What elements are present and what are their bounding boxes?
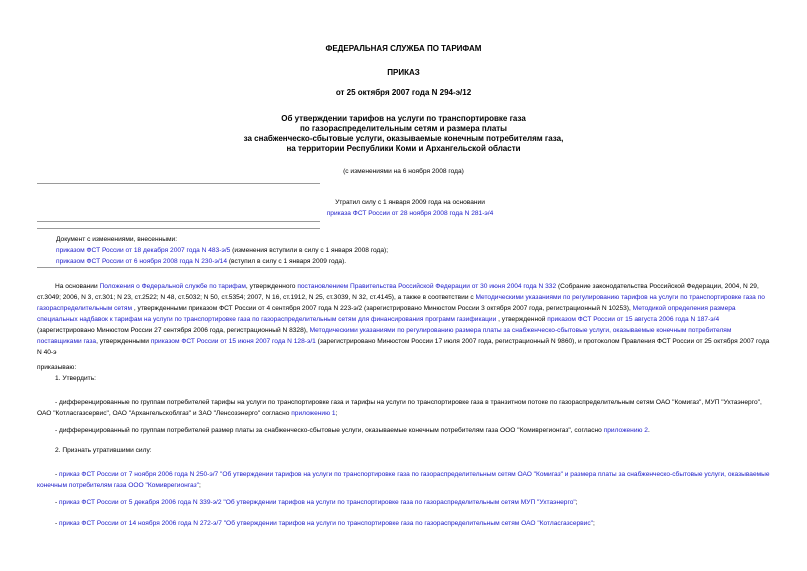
divider bbox=[37, 221, 320, 222]
repealed-item bbox=[37, 518, 770, 529]
preamble-text: , утвержденного bbox=[245, 283, 298, 290]
item-1-heading: 1. Утвердить: bbox=[55, 375, 96, 382]
lost-force-note bbox=[250, 197, 570, 219]
methodology-link[interactable]: Методикой определения размера специальных надбавок к тарифам на услуги по транспортировке газа по газораспределительным сетям для финансирования программ газификации bbox=[37, 305, 736, 323]
repealed-item bbox=[37, 469, 770, 491]
item-end: ; bbox=[592, 520, 595, 527]
methodical-guidelines-link[interactable]: Методическими указаниями по регулированию тарифов на услуги по транспортировке газа по газораспределительным сетям bbox=[37, 294, 765, 312]
amendment-text: (вступил в силу с 1 января 2009 года). bbox=[226, 258, 347, 265]
document-title bbox=[0, 114, 807, 154]
amendment-item bbox=[56, 245, 556, 256]
item-text: - дифференцированные по группам потребителей тарифы на услуги по транспортировке газа и тарифы на услуги по транспортировке газа в транзитном потоке по газораспределительным сетям ОАО "Комигаз", МУП "Ухтаэнерго", ОАО "Котласгазсервис", ОАО "Архангельскоблгаз" и ЗАО "Ленсозэнерго" согласно bbox=[37, 399, 762, 417]
preamble-text: , утвержденной bbox=[496, 316, 548, 323]
guidelines-fee-link[interactable]: Методическими указаниями по регулированию размера платы за снабженческо-сбытовые услуги, оказываемые конечным потребителям поставщиками газа bbox=[37, 327, 732, 345]
appendix-1-link[interactable]: приложению 1 bbox=[291, 410, 336, 417]
fts-order-link[interactable]: приказом ФСТ России от 15 августа 2006 года N 187-э/4 bbox=[547, 316, 720, 323]
preamble-text: (зарегистрировано Минюстом России 27 сентября 2006 года, регистрационный N 8328), bbox=[37, 327, 310, 334]
item-1a bbox=[37, 397, 770, 419]
government-decree-link[interactable]: постановлением Правительства Российской Федерации от 30 июня 2004 года N 332 bbox=[297, 283, 557, 290]
preamble-text: (зарегистрировано Минюстом России 17 июля 2007 года, регистрационный N 9860), и протоколом Правления ФСТ России от 25 октября 2007 года N 40-э bbox=[37, 338, 770, 356]
document-type: ПРИКАЗ bbox=[387, 68, 420, 77]
document-date-number: от 25 октября 2007 года N 294-э/12 bbox=[335, 88, 472, 97]
item-end: ; bbox=[199, 482, 201, 489]
appendix-2-link[interactable]: приложению 2 bbox=[603, 427, 648, 434]
repealed-order-link[interactable]: приказ ФСТ России от 5 декабря 2006 года N 339-э/2 "Об утверждении тарифов на услуги по транспортировке газа по газораспределительным сетям МУП "Ухтаэнерго" bbox=[59, 499, 576, 506]
divider bbox=[37, 267, 320, 268]
item-end: ; bbox=[335, 410, 338, 417]
amended-note: (с изменениями на 6 ноября 2008 года) bbox=[343, 168, 464, 175]
preamble-text: , утвержденными приказом ФСТ России от 4 сентября 2007 года N 223-э/2 (зарегистрировано Минюстом России 3 октября 2007 года, регистрационный N 10253), bbox=[131, 305, 633, 312]
amendments-heading: Документ с изменениями, внесенными: bbox=[56, 236, 178, 243]
repealed-order-link[interactable]: приказ ФСТ России от 7 ноября 2006 года N 250-э/7 "Об утверждении тарифов на услуги по транспортировке газа по газораспределительным сетям ОАО "Комигаз" и размера платы за снабженческо-сбытовые услуги, оказываемые конечным потребителям газа ООО "Комиврегионгаз" bbox=[37, 471, 770, 489]
preamble-paragraph bbox=[37, 281, 770, 358]
amendment-text: (изменения вступили в силу с 1 января 2008 года); bbox=[230, 247, 389, 254]
repealed-item bbox=[37, 497, 770, 508]
lost-force-text: Утратил силу с 1 января 2009 года на основании bbox=[335, 199, 485, 206]
dash: - bbox=[55, 520, 60, 527]
item-text: - дифференцированный по группам потребителей размер платы за снабженческо-сбытовые услуги, оказываемые конечным потребителям газа ООО "Комиврегионгаз", согласно bbox=[55, 427, 604, 434]
preamble-text: (Собрание законодательства Российской Федерации, 2004, N 29, ст.3049; 2006, N 3, ст.301; N 23, ст.2522; N 48, ст.5032; N 50, ст.5354; 2007, N 16, ст.1912, N 25, ст.3039, N 32, ст.4145), а также в соответствии с bbox=[37, 283, 759, 301]
amendment-link[interactable]: приказом ФСТ России от 18 декабря 2007 года N 483-э/5 bbox=[56, 247, 231, 254]
item-end: ; bbox=[575, 499, 578, 506]
amendments-block bbox=[56, 234, 556, 267]
order-verb: приказываю: bbox=[37, 364, 77, 371]
preamble-text: , утвержденными bbox=[96, 338, 151, 345]
repealed-order-link[interactable]: приказ ФСТ России от 14 ноября 2006 года N 272-э/7 "Об утверждении тарифов на услуги по транспортировке газа по газораспределительным сетям ОАО "Котласгазсервис" bbox=[59, 520, 593, 527]
regulation-link[interactable]: Положения о Федеральной службе по тарифам bbox=[99, 283, 246, 290]
dash: - bbox=[55, 471, 60, 478]
item-1b bbox=[37, 425, 770, 436]
item-end: . bbox=[647, 427, 650, 434]
divider bbox=[37, 228, 320, 229]
title-line: на территории Республики Коми и Архангельской области bbox=[286, 144, 521, 153]
preamble-text: На основании bbox=[55, 283, 100, 290]
amendment-link[interactable]: приказом ФСТ России от 6 ноября 2008 года N 230-э/14 bbox=[56, 258, 227, 265]
title-line: за снабженческо-сбытовые услуги, оказываемые конечным потребителям газа, bbox=[243, 134, 564, 143]
fts-order-link[interactable]: приказом ФСТ России от 15 июня 2007 года N 128-э/1 bbox=[150, 338, 316, 345]
amendment-item bbox=[56, 256, 556, 267]
lost-force-link[interactable]: приказа ФСТ России от 28 ноября 2008 года N 281-э/4 bbox=[326, 210, 494, 217]
agency-name: ФЕДЕРАЛЬНАЯ СЛУЖБА ПО ТАРИФАМ bbox=[325, 44, 482, 53]
title-line: по газораспределительным сетям и размера платы bbox=[299, 124, 508, 133]
dash: - bbox=[55, 499, 60, 506]
title-line: Об утверждении тарифов на услуги по транспортировке газа bbox=[281, 114, 526, 123]
divider bbox=[37, 183, 320, 184]
item-2-heading: 2. Признать утратившими силу: bbox=[55, 447, 152, 454]
